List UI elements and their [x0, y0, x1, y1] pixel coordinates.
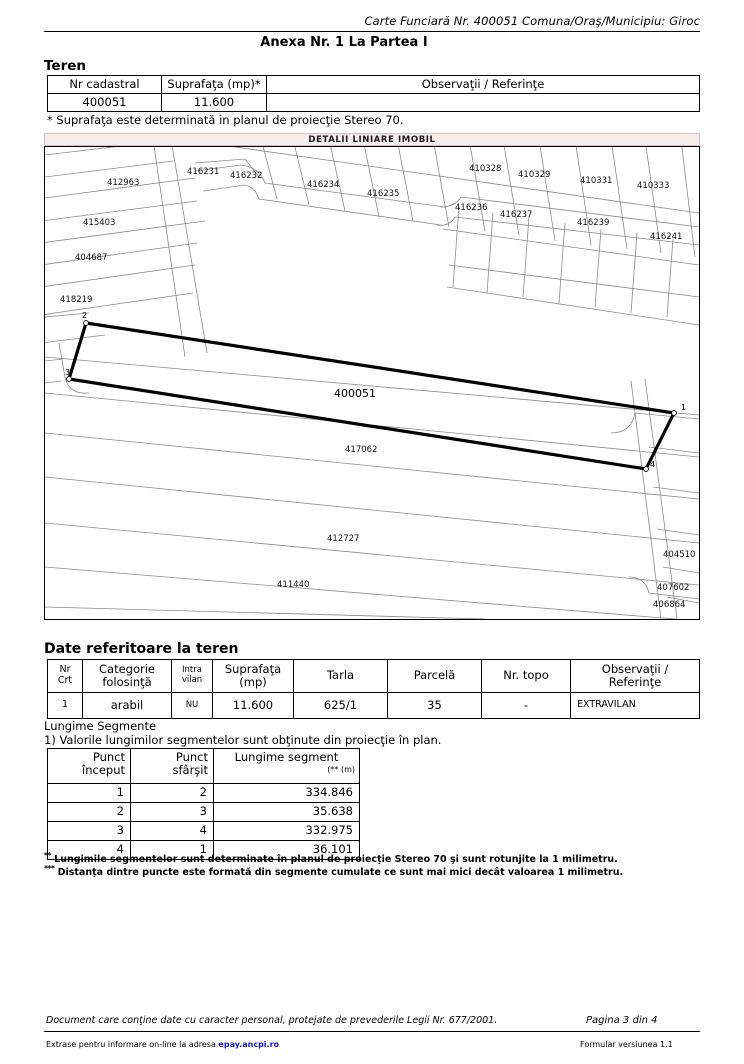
footer-online-prefix: Extrase pentru informare on-line la adresa	[46, 1040, 216, 1049]
cell-lungime: 36.101	[214, 841, 360, 860]
footnote-mark-2: ***	[44, 864, 55, 873]
neighbor-parcel-label: 416241	[650, 232, 683, 242]
col-lungime-unit: (** (m)	[327, 765, 355, 775]
col-punct-inceput	[48, 749, 131, 784]
cell-lungime: 35.638	[214, 803, 360, 822]
col-lungime-segment	[214, 749, 360, 784]
footer-divider	[44, 1031, 700, 1032]
neighbor-parcel-label: 418219	[60, 295, 93, 305]
cell-parcela: 35	[388, 693, 482, 719]
vertex-marker-1	[672, 411, 677, 416]
col-tarla: Tarla	[294, 660, 388, 693]
col-punct-sfarsit	[131, 749, 214, 784]
table-row	[48, 803, 360, 822]
cell-punct-inceput: 3	[48, 822, 131, 841]
table-row	[48, 693, 700, 719]
neighbor-parcel-label: 416239	[577, 218, 610, 228]
date-teren-title: Date referitoare la teren	[44, 641, 239, 657]
segmente-table	[47, 748, 360, 860]
neighbor-parcel-label: 416236	[455, 203, 488, 213]
teren-note: * Suprafaţa este determinată in planul de proiecţie Stereo 70.	[47, 113, 404, 127]
neighbor-parcel-label: 411440	[277, 580, 310, 590]
cell-punct-sfarsit: 3	[131, 803, 214, 822]
segmente-footnote-2	[44, 864, 623, 878]
col-nr-crt-line1: Nr	[59, 664, 71, 676]
neighbor-parcel-label: 404687	[75, 253, 108, 263]
col-nr-crt	[48, 660, 83, 693]
footer-confidentiality: Document care conţine date cu caracter personal, protejate de prevederile Legii Nr. 677/2001.	[46, 1015, 498, 1026]
col-intravilan-line2: vilan	[181, 675, 203, 685]
col-observatii: Observaţii / Referinţe	[571, 660, 700, 693]
table-row	[48, 94, 700, 112]
subject-parcel-label: 400051	[334, 387, 376, 400]
col-parcela: Parcelă	[388, 660, 482, 693]
table-row	[48, 784, 360, 803]
neighbor-parcel-label: 410328	[469, 164, 502, 174]
vertex-label-4: 4	[650, 460, 656, 469]
col-suprafata	[213, 660, 294, 693]
cell-suprafata: 11.600	[162, 94, 267, 112]
footer-online-note	[46, 1040, 279, 1049]
col-suprafata: Suprafaţa (mp)*	[162, 76, 267, 94]
vertex-label-2: 2	[82, 311, 88, 320]
cell-nr-cadastral: 400051	[48, 94, 162, 112]
table-row	[48, 822, 360, 841]
col-punct-sfarsit-line2: sfârşit	[172, 763, 208, 778]
lungime-segmente-note: 1) Valorile lungimilor segmentelor sunt obţinute din proiecţie în plan.	[44, 733, 442, 747]
neighbor-parcel-label: 416232	[230, 171, 263, 181]
neighbor-parcel-label: 410333	[637, 181, 670, 191]
table-header-row	[48, 76, 700, 94]
col-suprafata-line2: (mp)	[239, 675, 267, 689]
col-nr-topo: Nr. topo	[482, 660, 571, 693]
cell-punct-inceput: 4	[48, 841, 131, 860]
cell-punct-sfarsit: 4	[131, 822, 214, 841]
neighbor-parcel-label: 407602	[657, 583, 690, 593]
cell-observatii: EXTRAVILAN	[571, 693, 700, 719]
col-suprafata-line1: Suprafaţa	[224, 661, 282, 676]
map-svg	[45, 147, 699, 619]
map-banner: DETALII LINIARE IMOBIL	[44, 133, 700, 146]
cell-categorie: arabil	[83, 693, 172, 719]
cell-nr-crt: 1	[48, 693, 83, 719]
cell-punct-inceput: 1	[48, 784, 131, 803]
lungime-segmente-title: Lungime Segmente	[44, 719, 157, 733]
cell-intravilan: NU	[172, 693, 213, 719]
footnote-text-1: Lungimile segmentelor sunt determinate în planul de proiecţie Stereo 70 şi sunt rotunjite la 1 milimetru.	[54, 854, 618, 866]
footer-online-link[interactable]: epay.ancpi.ro	[218, 1040, 280, 1049]
cell-suprafata: 11.600	[213, 693, 294, 719]
teren-section-title: Teren	[44, 58, 86, 74]
neighbor-parcel-label: 410329	[518, 170, 551, 180]
cell-lungime: 332.975	[214, 822, 360, 841]
cell-nr-topo: -	[482, 693, 571, 719]
col-observatii: Observaţii / Referinţe	[267, 76, 700, 94]
cell-tarla: 625/1	[294, 693, 388, 719]
date-teren-table	[47, 659, 700, 719]
neighbor-parcel-label: 412963	[107, 178, 140, 188]
neighbor-parcel-label: 415403	[83, 218, 116, 228]
neighbor-parcel-label: 416231	[187, 167, 220, 177]
cell-punct-inceput: 2	[48, 803, 131, 822]
col-nr-crt-line2: Crt	[57, 675, 73, 686]
cell-lungime: 334.846	[214, 784, 360, 803]
col-categorie-line2: folosinţă	[102, 675, 152, 689]
footer-page-number: Pagina 3 din 4	[586, 1015, 658, 1026]
neighbor-parcel-label: 406864	[653, 600, 686, 610]
cell-observatii	[267, 94, 700, 112]
col-punct-inceput-line1: Punct	[92, 750, 125, 764]
vertex-marker-4	[644, 467, 649, 472]
footnote-mark-1: **	[44, 851, 51, 860]
col-intravilan-line1: Intra	[182, 665, 202, 676]
col-punct-inceput-line2: început	[82, 763, 125, 778]
neighbor-parcel-labels	[60, 164, 695, 610]
vertex-label-3: 3	[65, 368, 71, 377]
col-intravilan	[172, 660, 213, 693]
vertex-marker-3	[67, 377, 72, 382]
table-header-row	[48, 660, 700, 693]
neighbor-parcel-label: 404510	[663, 550, 696, 560]
vertex-label-1: 1	[681, 403, 687, 412]
col-categorie-line1: Categorie	[99, 661, 155, 676]
col-lungime-label: Lungime segment	[234, 750, 339, 764]
neighbor-parcel-label: 417062	[345, 445, 378, 455]
cadastral-map	[44, 133, 700, 620]
cell-punct-sfarsit: 1	[131, 841, 214, 860]
neighbor-parcel-label: 416234	[307, 180, 340, 190]
neighbor-parcel-label: 412727	[327, 534, 360, 544]
map-frame	[44, 146, 700, 620]
vertex-marker-2	[84, 321, 89, 326]
table-header-row	[48, 749, 360, 784]
header-divider	[44, 31, 700, 32]
carte-funciara-header: Carte Funciară Nr. 400051 Comuna/Oraş/Municipiu: Giroc	[364, 14, 700, 28]
teren-table	[47, 75, 700, 112]
segmente-rows	[48, 784, 360, 860]
col-nr-cadastral: Nr cadastral	[48, 76, 162, 94]
col-punct-sfarsit-line1: Punct	[175, 750, 208, 764]
neighbor-parcel-label: 410331	[580, 176, 613, 186]
cell-punct-sfarsit: 2	[131, 784, 214, 803]
col-categorie	[83, 660, 172, 693]
footnote-text-2: Distanţa dintre puncte este formată din segmente cumulate ce sunt mai mici decât valoarea 1 milimetru.	[57, 867, 624, 879]
footer-form-version: Formular versiunea 1.1	[580, 1040, 673, 1049]
anexa-title: Anexa Nr. 1 La Partea I	[260, 35, 428, 50]
neighbor-parcel-label: 416237	[500, 210, 533, 220]
neighbor-parcel-label: 416235	[367, 189, 400, 199]
